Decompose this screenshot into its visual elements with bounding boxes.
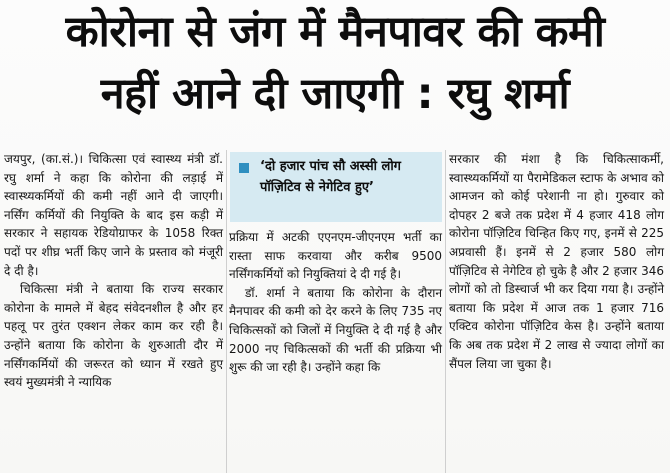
article-column-3 bbox=[449, 150, 664, 373]
pull-quote-text: ‘दो हजार पांच सौ अस्सी लोग पॉज़िटिव से नेगेटिव हुए’ bbox=[260, 159, 402, 195]
square-bullet-icon bbox=[239, 163, 249, 173]
headline-line-2: नहीं आने दी जाएगी : रघु शर्मा bbox=[100, 69, 570, 119]
paragraph: जयपुर, (का.सं.)। चिकित्सा एवं स्वास्थ्य मंत्री डॉ. रघु शर्मा ने कहा कि कोरोना की लड़ाई में स्वास्थ्यकर्मियों की कमी नहीं आने दी जाएगी। नर्सिंग कर्मियों की नियुक्ति के बाद इस कड़ी में सरकार ने सहायक रेडियोग्राफर के 1058 रिक्त पदों पर शीघ्र भर्ती किए जाने के प्रस्ताव को मंजूरी दे दी है। bbox=[4, 152, 223, 278]
article-column-2 bbox=[229, 228, 442, 377]
article-column-1 bbox=[4, 150, 223, 392]
paragraph: प्रक्रिया में अटकी एएनएम-जीएनएम भर्ती का रास्ता साफ करवाया और करीब 9500 नर्सिंगकर्मियों को नियुक्तियां दे दी गई है। bbox=[229, 230, 442, 282]
column-divider bbox=[445, 150, 446, 473]
column-divider bbox=[226, 150, 227, 473]
pull-quote-box bbox=[230, 152, 442, 222]
paragraph: चिकित्सा मंत्री ने बताया कि राज्य सरकार कोरोना के मामले में बेहद संवेदनशील है और हर पहलू पर तुरंत एक्शन लेकर काम कर रही है। उन्होंने बताया कि कोरोना के शुरुआती दौर में नर्सिंगकर्मियों की जरूरत को ध्यान में रखते हुए स्वयं मुख्यमंत्री ने न्यायिक bbox=[4, 282, 223, 390]
paragraph: डॉ. शर्मा ने बताया कि कोरोना के दौरान मैनपावर की कमी को देर करने के लिए 735 नए चिकित्सकों को जिलों में नियुक्ति दे दी गई है और 2000 नए चिकित्सकों की भर्ती की प्रक्रिया भी शुरू की जा रही है। उन्होंने कहा कि bbox=[229, 285, 442, 375]
headline-line-1: कोरोना से जंग में मैनपावर की कमी bbox=[65, 7, 605, 57]
paragraph: सरकार की मंशा है कि चिकित्साकर्मी, स्वास्थ्यकर्मियों या पैरामेडिकल स्टाफ के अभाव को आमजन को कोई परेशानी ना हो। गुरुवार को दोपहर 2 बजे तक प्रदेश में 4 हजार 418 लोग कोरोना पॉज़िटिव चिन्हित किए गए, इनमें से 225 अप्रवासी हैं। इनमें से 2 हजार 580 लोग पॉज़िटिव से नेगेटिव हो चुके है और 2 हजार 346 लोगों को तो डिस्चार्ज भी कर दिया गया है। उन्होंने बताया कि प्रदेश में आज तक 1 हजार 716 एक्टिव कोरोना पॉज़िटिव केस है। उन्होंने बताया कि अब तक प्रदेश में 2 लाख से ज्यादा लोगों का सैंपल लिया जा चुका है। bbox=[449, 152, 664, 371]
